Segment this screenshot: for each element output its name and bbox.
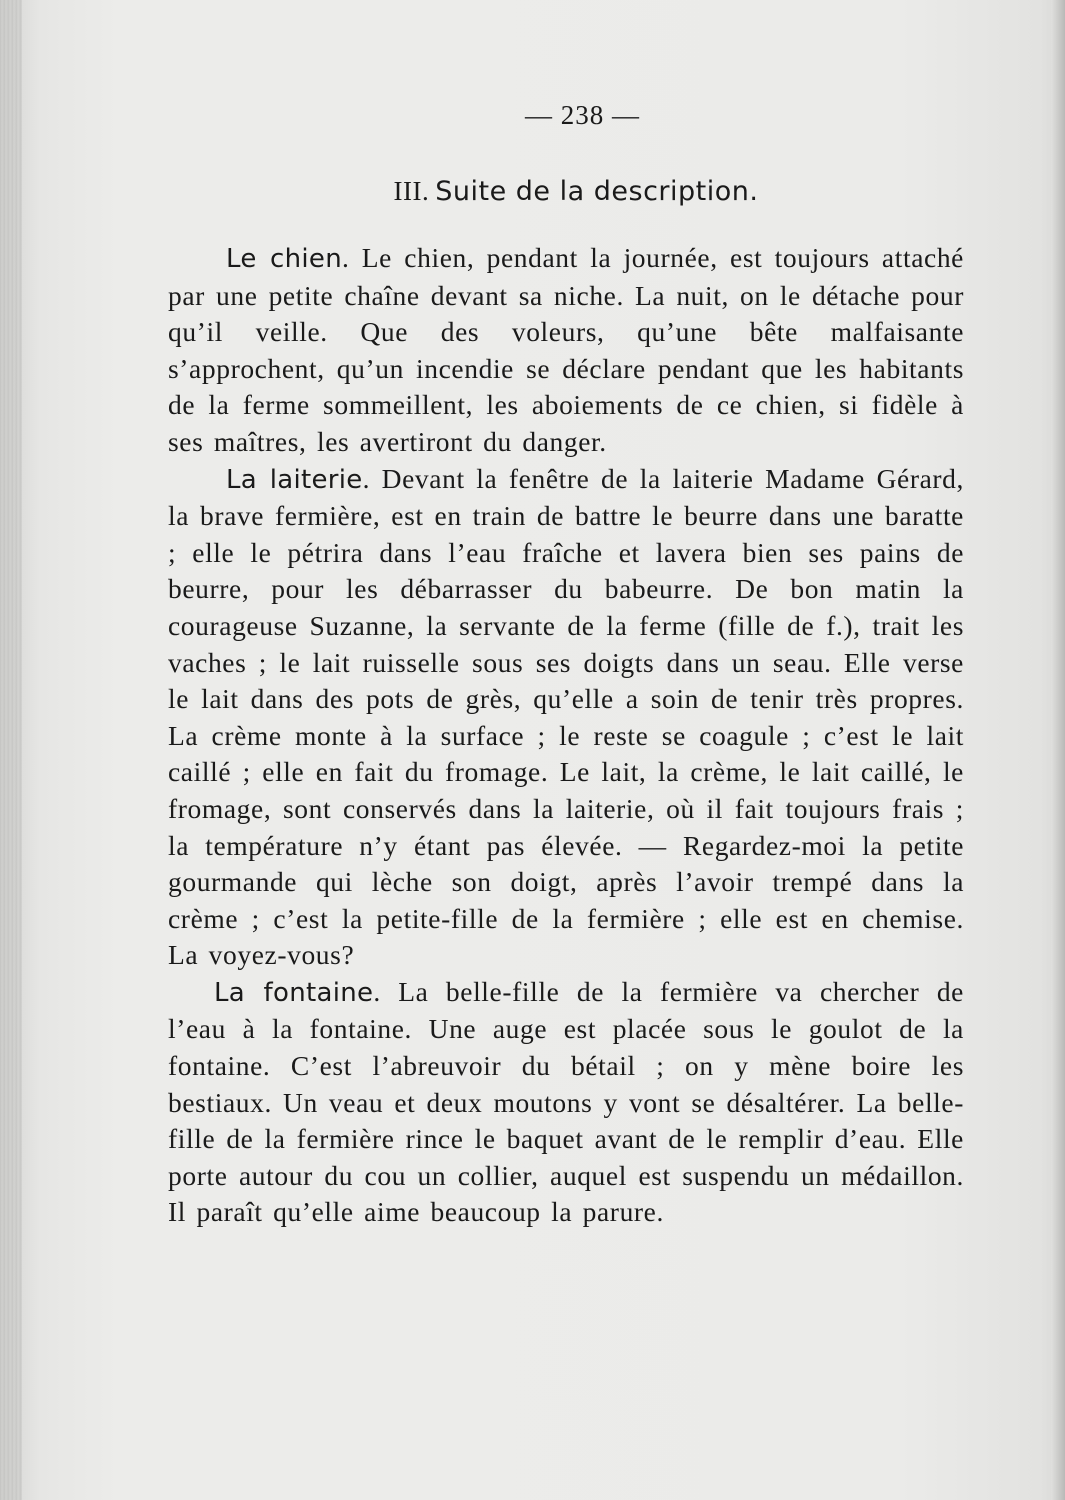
page-stack-edge	[0, 0, 22, 1500]
section-title	[0, 176, 1065, 207]
body-text	[168, 240, 964, 1231]
section-numeral: III.	[393, 176, 430, 206]
page-number: — 238 —	[525, 100, 640, 130]
paragraph-le-chien	[168, 240, 964, 461]
paragraph-lead: La fontaine	[214, 977, 374, 1008]
paragraph-lead: Le chien	[226, 244, 342, 274]
paragraph-la-fontaine	[168, 974, 964, 1231]
paragraph-lead: La laiterie	[226, 464, 363, 495]
paragraph-text: . Devant la fenêtre de la laiterie Madame Gérard, la brave fermière, est en train de battre le beurre dans une baratte ; elle le pétrira dans l’eau fraîche et lavera bien ses pains de beurre, pour les débarrasser du babeurre. De bon matin la courageuse Suzanne, la servante de la ferme (fille de f.), trait les vaches ; le lait ruisselle sous ses doigts dans un seau. Elle verse le lait dans des pots de grès, qu’elle a soin de tenir très propres. La crème monte à la surface ; le reste se coagule ; c’est le lait caillé ; elle en fait du fromage. Le lait, la crème, le lait caillé, le fromage, sont conservés dans la laiterie, où il fait toujours frais ; la température n’y étant pas élevée. — Regardez-moi la petite gourmande qui lèche son doigt, après l’avoir trempé dans la crème ; c’est la petite-fille de la fermière ; elle est en chemise. La voyez-vous?	[168, 462, 964, 971]
paragraph-text: . La belle-fille de la fermière va chercher de l’eau à la fontaine. Une auge est placée sous le goulot de la fontaine. C’est l’abreuvoir du bétail ; on y mène boire les bestiaux. Un veau et deux moutons y vont se désaltérer. La belle-fille de la fermière rince le baquet avant de le remplir d’eau. Elle porte autour du cou un collier, auquel est suspendu un médaillon. Il paraît qu’elle aime beaucoup la parure.	[168, 975, 964, 1228]
section-title-text: Suite de la description.	[435, 176, 759, 207]
paragraph-la-laiterie	[168, 461, 964, 974]
paragraph-text: . Le chien, pendant la journée, est toujours attaché par une petite chaîne devant sa niche. La nuit, on le détache pour qu’il veille. Que des voleurs, qu’une bête malfaisante s’approchent, qu’un incendie se déclare pendant que les habitants de la ferme sommeillent, les aboiements de ce chien, si fidèle à ses maîtres, les avertiront du danger.	[168, 242, 964, 457]
page-right-edge	[1051, 0, 1065, 1500]
